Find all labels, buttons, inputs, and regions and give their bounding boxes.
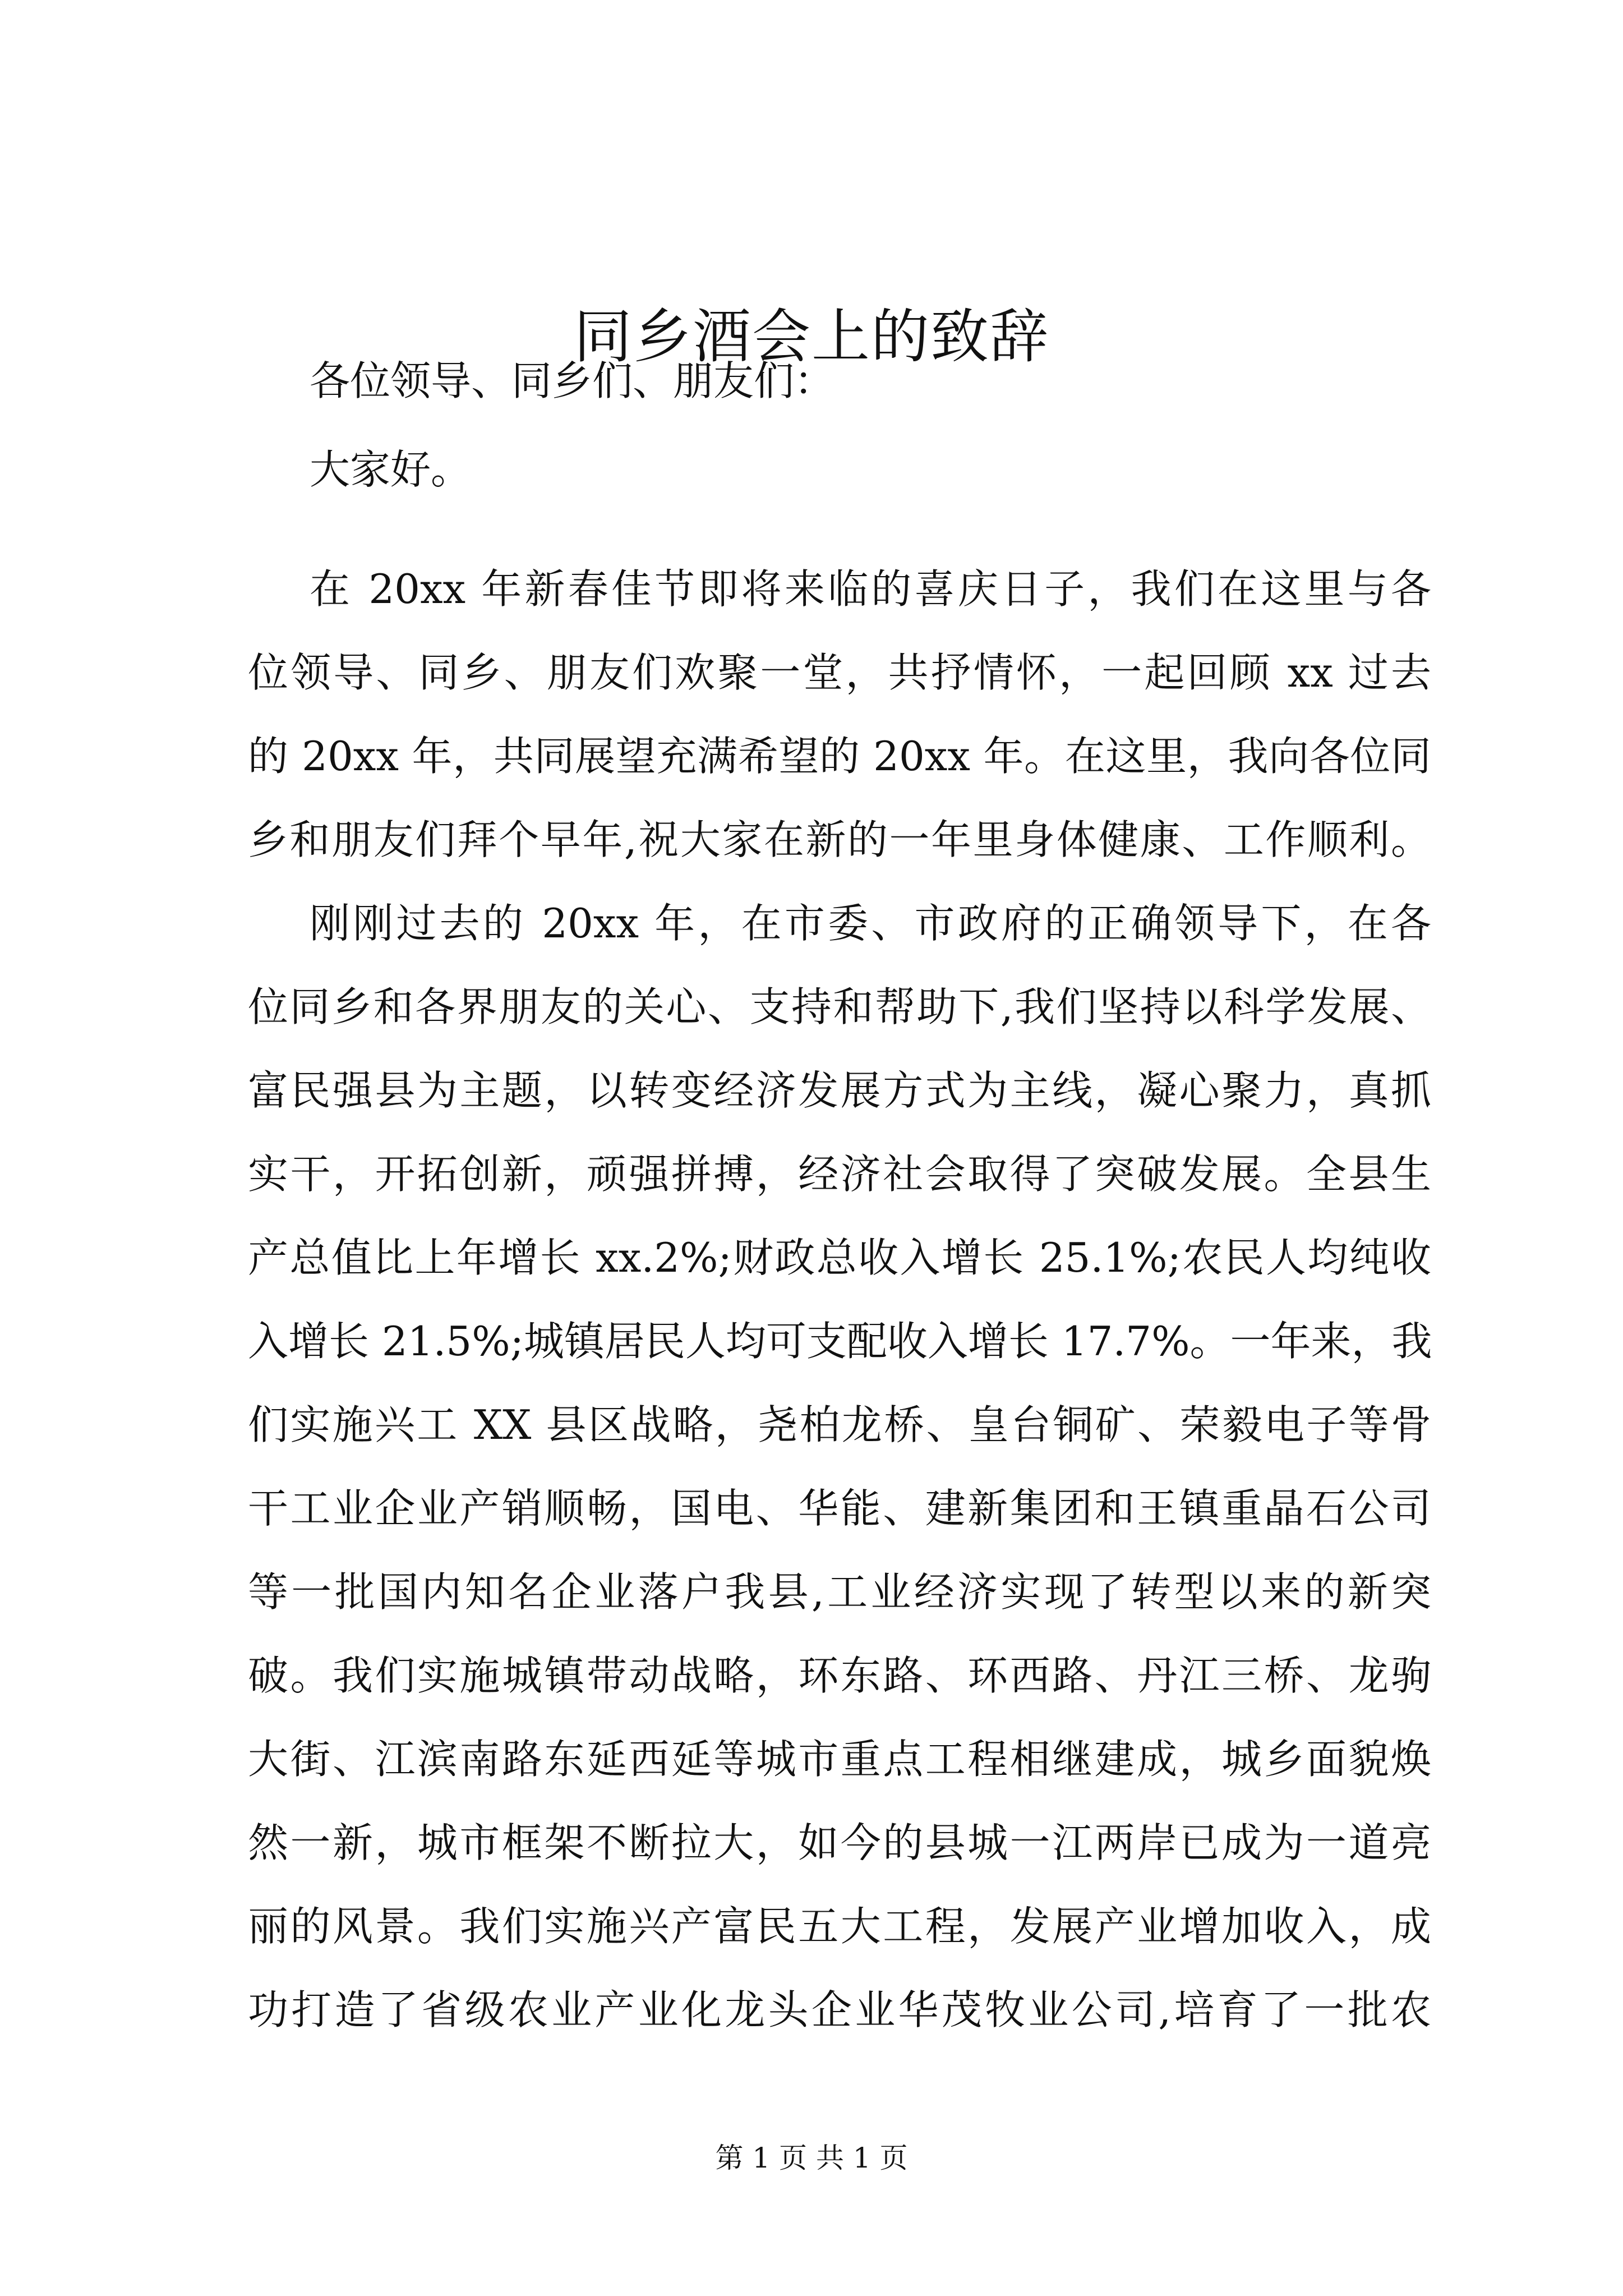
body-text-line: 大家好。 [310, 446, 472, 493]
body-text-line: 破。我们实施城镇带动战略，环东路、环西路、丹江三桥、龙驹 [248, 1652, 1431, 1699]
body-text-line: 丽的风景。我们实施兴产富民五大工程，发展产业增加收入，成 [248, 1903, 1431, 1950]
body-text-line: 富民强县为主题，以转变经济发展方式为主线，凝心聚力，真抓 [248, 1067, 1431, 1114]
body-text-line: 刚刚过去的 20xx 年，在市委、市政府的正确领导下，在各 [310, 900, 1431, 947]
body-text-line: 产总值比上年增长 xx.2%;财政总收入增长 25.1%;农民人均纯收 [248, 1234, 1431, 1281]
body-text-line: 位同乡和各界朋友的关心、支持和帮助下,我们坚持以科学发展、 [248, 983, 1431, 1030]
body-text-line: 们实施兴工 XX 县区战略，尧柏龙桥、皇台铜矿、荣毅电子等骨 [248, 1401, 1431, 1448]
body-text-line: 功打造了省级农业产业化龙头企业华茂牧业公司,培育了一批农 [248, 1986, 1431, 2033]
body-text-line: 在 20xx 年新春佳节即将来临的喜庆日子，我们在这里与各 [310, 565, 1431, 613]
body-text-line: 入增长 21.5%;城镇居民人均可支配收入增长 17.7%。一年来，我 [248, 1318, 1432, 1365]
body-text-line: 的 20xx 年，共同展望充满希望的 20xx 年。在这里，我向各位同 [248, 733, 1431, 780]
body-text-line: 乡和朋友们拜个早年,祝大家在新的一年里身体健康、工作顺利。 [248, 816, 1431, 863]
body-text-line: 干工业企业产销顺畅，国电、华能、建新集团和王镇重晶石公司 [248, 1485, 1431, 1532]
body-text-line: 然一新，城市框架不断拉大，如今的县城一江两岸已成为一道亮 [248, 1819, 1431, 1866]
document-title: 同乡酒会上的致辞 [573, 302, 1049, 371]
page-footer: 第 1 页 共 1 页 [715, 2142, 908, 2174]
body-text-line: 位领导、同乡、朋友们欢聚一堂，共抒情怀，一起回顾 xx 过去 [248, 649, 1431, 696]
body-text-line: 实干，开拓创新，顽强拼搏，经济社会取得了突破发展。全县生 [248, 1151, 1431, 1198]
body-text-line: 大街、江滨南路东延西延等城市重点工程相继建成，城乡面貌焕 [248, 1736, 1431, 1783]
body-text-line: 各位领导、同乡们、朋友们： [310, 357, 835, 404]
body-text-line: 等一批国内知名企业落户我县,工业经济实现了转型以来的新突 [248, 1568, 1431, 1616]
